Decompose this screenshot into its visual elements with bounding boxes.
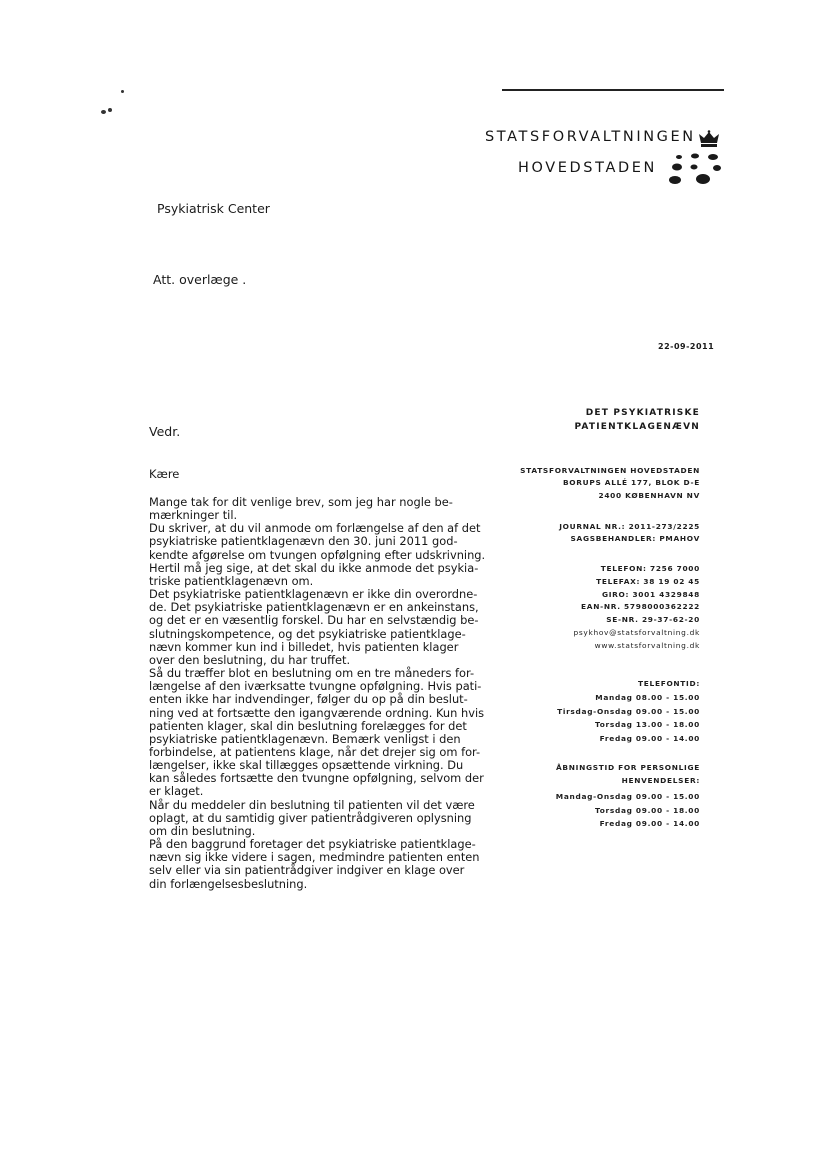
scan-speck: [121, 90, 124, 93]
phone: TELEFON: 7256 7000: [600, 564, 700, 573]
body-line: kan således fortsætte den tvungne opfølgning, selvom der: [149, 771, 484, 786]
body-line: nævn sig ikke videre i sagen, medmindre patienten enten: [149, 850, 480, 865]
body-line: Det psykiatriske patientklagenævn er ikke din overordne-: [149, 587, 478, 602]
recipient-center: Psykiatrisk Center: [157, 201, 270, 216]
header-rule: [502, 89, 724, 91]
opening-title-line: ÅBNINGSTID FOR PERSONLIGE: [556, 763, 700, 772]
opening-hours: [556, 790, 700, 831]
body-line: Så du træffer blot en beslutning om en tre måneders for-: [149, 666, 475, 681]
board-name-line2: PATIENTKLAGENÆVN: [574, 422, 700, 432]
body-line: de. Det psykiatriske patientklagenævn er en ankeinstans,: [149, 600, 479, 615]
phone-hours-title: TELEFONTID:: [638, 679, 700, 688]
body-line: mærkninger til.: [149, 508, 238, 523]
body-line: På den baggrund foretager det psykiatriske patientklage-: [149, 837, 476, 852]
body-line: din forlængelsesbeslutning.: [149, 876, 308, 891]
se-number: SE-NR. 29-37-62-20: [606, 615, 700, 625]
body-line: og det er en væsentlig forskel. Du har en selvstændig be-: [149, 613, 479, 628]
body-line: ning ved at fortsætte den igangværende ordning. Kun hvis: [149, 705, 485, 720]
body-line: psykiatriske patientklagenævn. Bemærk venligst i den: [149, 731, 461, 746]
body-line: er klaget.: [149, 784, 204, 799]
email: psykhov@statsforvaltning.dk: [573, 627, 700, 637]
fax: TELEFAX: 38 19 02 45: [596, 576, 700, 586]
body-line: Hertil må jeg sige, at det skal du ikke anmode det psykia-: [149, 560, 479, 575]
letter-date: 22-09-2011: [658, 342, 715, 351]
hours-row: Mandag-Onsdag 09.00 - 15.00: [555, 792, 700, 801]
hours-row: Torsdag 09.00 - 18.00: [595, 805, 700, 815]
website: www.statsforvaltning.dk: [594, 640, 700, 650]
subject-line: Vedr.: [149, 424, 181, 439]
case-handler: SAGSBEHANDLER: PMAHOV: [570, 534, 700, 544]
board-name-line1: DET PSYKIATRISKE: [585, 408, 700, 418]
body-line: om din beslutning.: [149, 823, 256, 838]
body-line: over den beslutning, du har truffet.: [149, 652, 351, 667]
hours-row: Tirsdag-Onsdag 09.00 - 15.00: [557, 706, 700, 716]
address-line: BORUPS ALLÉ 177, BLOK D-E: [562, 478, 700, 488]
hours-row: Fredag 09.00 - 14.00: [599, 733, 700, 743]
body-line: slutningskompetence, og det psykiatriske patientklage-: [149, 626, 466, 641]
body-line: Mange tak for dit venlige brev, som jeg har nogle be-: [149, 495, 453, 509]
body-line: Når du meddeler din beslutning til patienten vil det være: [149, 797, 475, 812]
letter-body: [149, 496, 534, 891]
org-name-line2: HOVEDSTADEN: [518, 160, 657, 176]
giro: GIRO: 3001 4329848: [601, 589, 700, 599]
hours-row: Fredag 09.00 - 14.00: [599, 819, 700, 828]
greeting: Kære: [149, 467, 180, 481]
ean-number: EAN-NR. 5798000362222: [581, 602, 700, 612]
body-line: nævn kommer kun ind i billedet, hvis patienten klager: [149, 639, 459, 654]
scan-speck: [101, 110, 106, 114]
body-line: psykiatriske patientklagenævn den 30. juni 2011 god-: [149, 534, 458, 549]
recipient-attention: Att. overlæge .: [153, 272, 247, 287]
journal-number: JOURNAL NR.: 2011-273/2225: [559, 522, 700, 531]
body-line: Du skriver, at du vil anmode om forlængelse af den af det: [149, 521, 481, 536]
dots-logo-icon: [667, 152, 727, 188]
sidebar-address: [520, 465, 700, 502]
body-line: længelse af den iværksatte tvungne opfølgning. Hvis pati-: [149, 679, 482, 694]
body-line: patienten klager, skal din beslutning forelægges for det: [149, 718, 467, 733]
opening-title-line: HENVENDELSER:: [621, 776, 700, 785]
body-line: længelser, ikke skal tillægges opsættende virkning. Du: [149, 758, 464, 773]
sidebar-contact: [573, 563, 700, 653]
crown-icon: [698, 130, 720, 148]
phone-hours: [557, 691, 700, 745]
hours-row: Mandag 08.00 - 15.00: [595, 693, 700, 702]
sidebar-journal: [559, 521, 700, 546]
address-line: STATSFORVALTNINGEN HOVEDSTADEN: [520, 466, 700, 475]
body-line: forbindelse, at patientens klage, når det drejer sig om for-: [149, 744, 481, 759]
opening-hours-title: [556, 761, 700, 787]
body-line: selv eller via sin patientrådgiver indgiver en klage over: [149, 863, 465, 878]
body-line: enten ikke har indvendinger, følger du op på din beslut-: [149, 692, 468, 707]
scan-speck: [108, 108, 112, 112]
address-line: 2400 KØBENHAVN NV: [598, 490, 700, 500]
body-line: oplagt, at du samtidig giver patientrådgiveren oplysning: [149, 810, 472, 825]
hours-row: Torsdag 13.00 - 18.00: [595, 720, 700, 729]
org-name-line1: STATSFORVALTNINGEN: [485, 129, 696, 145]
body-line: triske patientklagenævn om.: [149, 573, 314, 588]
body-line: kendte afgørelse om tvungen opfølgning efter udskrivning.: [149, 547, 486, 562]
